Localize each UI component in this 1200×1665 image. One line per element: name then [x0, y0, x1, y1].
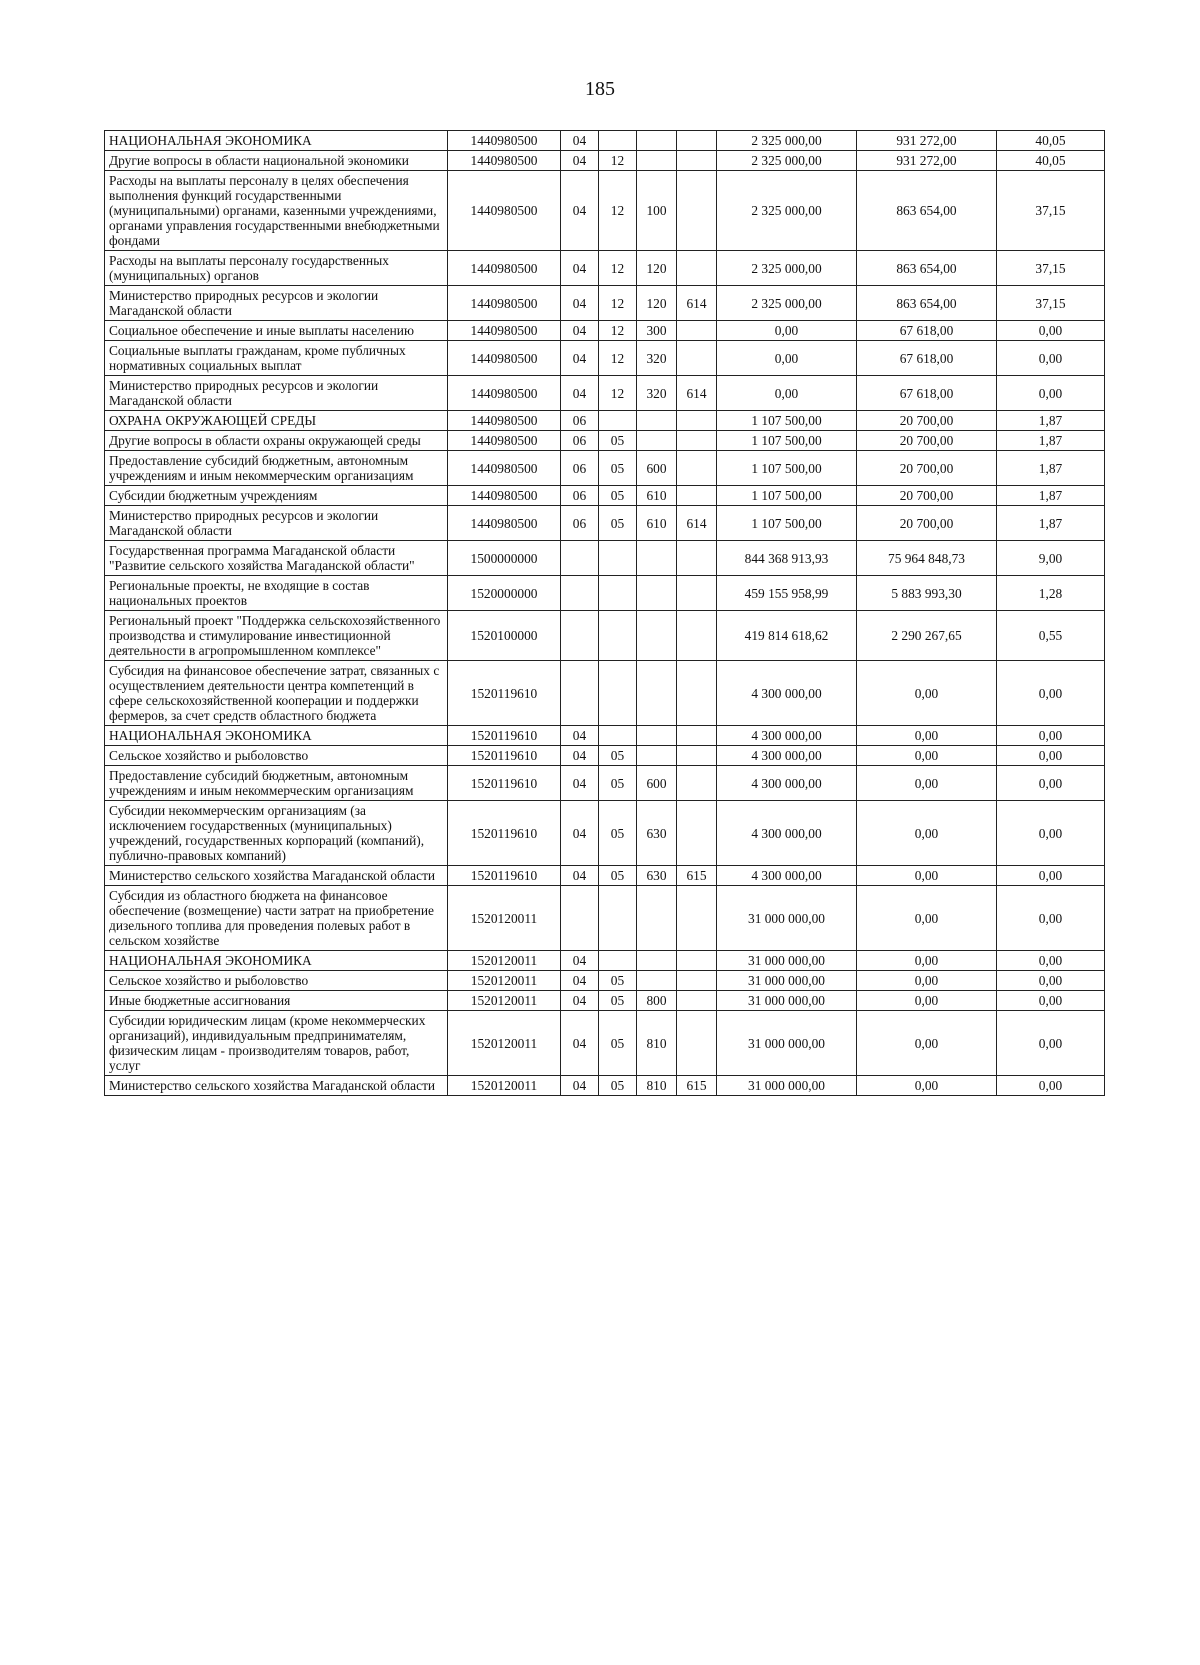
row-subsection-cell: 12 — [599, 321, 637, 341]
row-subsection-cell: 05 — [599, 746, 637, 766]
row-name-cell: Субсидия из областного бюджета на финансовое обеспечение (возмещение) части затрат на приобретение дизельного топлива для проведения полевых работ в сельском хозяйстве — [105, 886, 448, 951]
row-expense-type-cell: 610 — [637, 486, 677, 506]
row-section-cell: 04 — [561, 376, 599, 411]
row-fact-cell: 0,00 — [857, 886, 997, 951]
row-ministry-code-cell — [677, 411, 717, 431]
row-code-cell: 1520120011 — [448, 1076, 561, 1096]
row-code-cell: 1520100000 — [448, 611, 561, 661]
row-plan-cell: 31 000 000,00 — [717, 971, 857, 991]
row-code-cell: 1520119610 — [448, 866, 561, 886]
row-percent-cell: 1,87 — [997, 431, 1105, 451]
row-subsection-cell: 12 — [599, 171, 637, 251]
row-subsection-cell: 05 — [599, 431, 637, 451]
row-subsection-cell: 05 — [599, 971, 637, 991]
row-subsection-cell: 12 — [599, 286, 637, 321]
row-ministry-code-cell — [677, 251, 717, 286]
table-row — [105, 766, 1105, 801]
row-fact-cell: 67 618,00 — [857, 321, 997, 341]
row-section-cell: 04 — [561, 866, 599, 886]
row-name-cell: Министерство природных ресурсов и экологии Магаданской области — [105, 286, 448, 321]
row-expense-type-cell: 800 — [637, 991, 677, 1011]
row-section-cell — [561, 661, 599, 726]
row-ministry-code-cell — [677, 801, 717, 866]
row-percent-cell: 37,15 — [997, 251, 1105, 286]
row-code-cell: 1440980500 — [448, 131, 561, 151]
row-name-cell: Субсидии юридическим лицам (кроме некоммерческих организаций), индивидуальным предпринимателям, физическим лицам - производителям товаров, работ, услуг — [105, 1011, 448, 1076]
row-section-cell — [561, 541, 599, 576]
row-expense-type-cell: 600 — [637, 451, 677, 486]
row-code-cell: 1440980500 — [448, 451, 561, 486]
row-expense-type-cell: 600 — [637, 766, 677, 801]
row-name-cell: Сельское хозяйство и рыболовство — [105, 746, 448, 766]
row-percent-cell: 40,05 — [997, 151, 1105, 171]
row-percent-cell: 0,55 — [997, 611, 1105, 661]
row-plan-cell: 0,00 — [717, 321, 857, 341]
row-ministry-code-cell — [677, 726, 717, 746]
table-row — [105, 886, 1105, 951]
table-row — [105, 576, 1105, 611]
row-name-cell: Расходы на выплаты персоналу в целях обеспечения выполнения функций государственными (муниципальными) органами, казенными учреждениями, органами управления государственными внебюджетными фондами — [105, 171, 448, 251]
page-number: 185 — [585, 78, 615, 100]
row-expense-type-cell — [637, 131, 677, 151]
row-name-cell: Социальное обеспечение и иные выплаты населению — [105, 321, 448, 341]
row-subsection-cell — [599, 611, 637, 661]
table-row — [105, 541, 1105, 576]
row-section-cell: 06 — [561, 431, 599, 451]
row-fact-cell: 931 272,00 — [857, 131, 997, 151]
row-fact-cell: 863 654,00 — [857, 171, 997, 251]
row-subsection-cell: 05 — [599, 1076, 637, 1096]
row-name-cell: Региональные проекты, не входящие в состав национальных проектов — [105, 576, 448, 611]
row-percent-cell: 0,00 — [997, 951, 1105, 971]
row-expense-type-cell: 810 — [637, 1011, 677, 1076]
row-plan-cell: 1 107 500,00 — [717, 486, 857, 506]
row-ministry-code-cell — [677, 1011, 717, 1076]
table-row — [105, 341, 1105, 376]
row-ministry-code-cell — [677, 451, 717, 486]
row-percent-cell: 0,00 — [997, 991, 1105, 1011]
row-code-cell: 1440980500 — [448, 486, 561, 506]
row-fact-cell: 863 654,00 — [857, 251, 997, 286]
row-fact-cell: 75 964 848,73 — [857, 541, 997, 576]
row-name-cell: Министерство природных ресурсов и экологии Магаданской области — [105, 376, 448, 411]
row-code-cell: 1520119610 — [448, 726, 561, 746]
row-ministry-code-cell — [677, 486, 717, 506]
row-expense-type-cell — [637, 151, 677, 171]
budget-rows — [105, 131, 1105, 1096]
table-row — [105, 451, 1105, 486]
row-name-cell: НАЦИОНАЛЬНАЯ ЭКОНОМИКА — [105, 131, 448, 151]
row-name-cell: Государственная программа Магаданской области "Развитие сельского хозяйства Магаданской области" — [105, 541, 448, 576]
row-expense-type-cell — [637, 541, 677, 576]
row-fact-cell: 20 700,00 — [857, 486, 997, 506]
row-code-cell: 1520120011 — [448, 951, 561, 971]
row-code-cell: 1520120011 — [448, 971, 561, 991]
row-code-cell: 1440980500 — [448, 151, 561, 171]
row-name-cell: Субсидии некоммерческим организациям (за исключением государственных (муниципальных) учреждений, государственных корпораций (компаний), публично-правовых компаний) — [105, 801, 448, 866]
table-row — [105, 321, 1105, 341]
row-fact-cell: 0,00 — [857, 1076, 997, 1096]
row-plan-cell: 4 300 000,00 — [717, 801, 857, 866]
row-plan-cell: 4 300 000,00 — [717, 866, 857, 886]
row-section-cell: 06 — [561, 451, 599, 486]
row-ministry-code-cell — [677, 576, 717, 611]
row-expense-type-cell — [637, 726, 677, 746]
row-plan-cell: 1 107 500,00 — [717, 506, 857, 541]
row-ministry-code-cell: 614 — [677, 506, 717, 541]
row-ministry-code-cell — [677, 431, 717, 451]
row-code-cell: 1520120011 — [448, 886, 561, 951]
budget-table — [104, 130, 1105, 1096]
row-section-cell: 04 — [561, 951, 599, 971]
row-expense-type-cell: 630 — [637, 801, 677, 866]
row-percent-cell: 0,00 — [997, 726, 1105, 746]
row-percent-cell: 37,15 — [997, 171, 1105, 251]
row-section-cell: 04 — [561, 341, 599, 376]
row-subsection-cell: 05 — [599, 451, 637, 486]
row-plan-cell: 4 300 000,00 — [717, 766, 857, 801]
table-row — [105, 866, 1105, 886]
row-fact-cell: 931 272,00 — [857, 151, 997, 171]
row-fact-cell: 5 883 993,30 — [857, 576, 997, 611]
row-plan-cell: 459 155 958,99 — [717, 576, 857, 611]
row-code-cell: 1520000000 — [448, 576, 561, 611]
row-percent-cell: 0,00 — [997, 1011, 1105, 1076]
row-name-cell: Субсидия на финансовое обеспечение затрат, связанных с осуществлением деятельности центра компетенций в сфере сельскохозяйственной кооперации и поддержки фермеров, за счет средств областного бюджета — [105, 661, 448, 726]
row-name-cell: Министерство сельского хозяйства Магаданской области — [105, 1076, 448, 1096]
row-ministry-code-cell — [677, 951, 717, 971]
row-fact-cell: 20 700,00 — [857, 451, 997, 486]
row-code-cell: 1520119610 — [448, 766, 561, 801]
table-row — [105, 431, 1105, 451]
row-subsection-cell — [599, 726, 637, 746]
row-plan-cell: 2 325 000,00 — [717, 251, 857, 286]
row-subsection-cell — [599, 951, 637, 971]
row-plan-cell: 4 300 000,00 — [717, 746, 857, 766]
row-subsection-cell: 05 — [599, 766, 637, 801]
row-expense-type-cell — [637, 971, 677, 991]
table-row — [105, 506, 1105, 541]
row-code-cell: 1440980500 — [448, 431, 561, 451]
row-code-cell: 1440980500 — [448, 321, 561, 341]
row-name-cell: НАЦИОНАЛЬНАЯ ЭКОНОМИКА — [105, 951, 448, 971]
row-ministry-code-cell — [677, 321, 717, 341]
table-row — [105, 991, 1105, 1011]
row-fact-cell: 2 290 267,65 — [857, 611, 997, 661]
row-ministry-code-cell: 614 — [677, 376, 717, 411]
row-section-cell: 04 — [561, 1076, 599, 1096]
table-row — [105, 411, 1105, 431]
table-row — [105, 1076, 1105, 1096]
row-subsection-cell — [599, 661, 637, 726]
row-expense-type-cell: 320 — [637, 376, 677, 411]
row-subsection-cell: 12 — [599, 251, 637, 286]
row-section-cell: 04 — [561, 746, 599, 766]
row-fact-cell: 0,00 — [857, 951, 997, 971]
row-name-cell: Предоставление субсидий бюджетным, автономным учреждениям и иным некоммерческим организациям — [105, 766, 448, 801]
row-percent-cell: 0,00 — [997, 886, 1105, 951]
table-row — [105, 131, 1105, 151]
row-ministry-code-cell — [677, 341, 717, 376]
row-expense-type-cell — [637, 411, 677, 431]
row-fact-cell: 863 654,00 — [857, 286, 997, 321]
row-percent-cell: 1,87 — [997, 411, 1105, 431]
row-section-cell: 06 — [561, 411, 599, 431]
row-subsection-cell: 12 — [599, 376, 637, 411]
row-section-cell — [561, 886, 599, 951]
row-section-cell: 04 — [561, 801, 599, 866]
row-fact-cell: 20 700,00 — [857, 431, 997, 451]
row-percent-cell: 0,00 — [997, 321, 1105, 341]
row-ministry-code-cell — [677, 766, 717, 801]
row-code-cell: 1520119610 — [448, 661, 561, 726]
row-fact-cell: 67 618,00 — [857, 376, 997, 411]
row-ministry-code-cell — [677, 971, 717, 991]
row-fact-cell: 0,00 — [857, 866, 997, 886]
row-ministry-code-cell — [677, 991, 717, 1011]
row-ministry-code-cell — [677, 151, 717, 171]
row-expense-type-cell: 300 — [637, 321, 677, 341]
row-plan-cell: 2 325 000,00 — [717, 131, 857, 151]
table-row — [105, 286, 1105, 321]
row-ministry-code-cell: 615 — [677, 866, 717, 886]
row-name-cell: НАЦИОНАЛЬНАЯ ЭКОНОМИКА — [105, 726, 448, 746]
row-ministry-code-cell — [677, 541, 717, 576]
row-subsection-cell — [599, 541, 637, 576]
row-section-cell: 04 — [561, 151, 599, 171]
row-percent-cell: 0,00 — [997, 866, 1105, 886]
row-plan-cell: 0,00 — [717, 341, 857, 376]
row-subsection-cell — [599, 886, 637, 951]
row-expense-type-cell: 630 — [637, 866, 677, 886]
row-percent-cell: 1,87 — [997, 486, 1105, 506]
row-percent-cell: 0,00 — [997, 376, 1105, 411]
row-plan-cell: 1 107 500,00 — [717, 431, 857, 451]
row-fact-cell: 0,00 — [857, 766, 997, 801]
row-name-cell: Министерство сельского хозяйства Магаданской области — [105, 866, 448, 886]
table-row — [105, 486, 1105, 506]
row-section-cell: 04 — [561, 171, 599, 251]
row-section-cell: 04 — [561, 251, 599, 286]
row-percent-cell: 0,00 — [997, 1076, 1105, 1096]
row-percent-cell: 40,05 — [997, 131, 1105, 151]
row-plan-cell: 2 325 000,00 — [717, 171, 857, 251]
row-fact-cell: 0,00 — [857, 1011, 997, 1076]
row-percent-cell: 1,87 — [997, 451, 1105, 486]
row-percent-cell: 1,28 — [997, 576, 1105, 611]
table-row — [105, 611, 1105, 661]
row-expense-type-cell — [637, 661, 677, 726]
row-code-cell: 1440980500 — [448, 171, 561, 251]
row-plan-cell: 31 000 000,00 — [717, 886, 857, 951]
table-row — [105, 1011, 1105, 1076]
row-code-cell: 1440980500 — [448, 251, 561, 286]
row-ministry-code-cell — [677, 886, 717, 951]
row-section-cell — [561, 611, 599, 661]
row-name-cell: Региональный проект "Поддержка сельскохозяйственного производства и стимулирование инвестиционной деятельности в агропромышленном комплексе" — [105, 611, 448, 661]
row-expense-type-cell — [637, 431, 677, 451]
row-name-cell: Социальные выплаты гражданам, кроме публичных нормативных социальных выплат — [105, 341, 448, 376]
table-row — [105, 251, 1105, 286]
table-row — [105, 376, 1105, 411]
table-row — [105, 746, 1105, 766]
row-plan-cell: 31 000 000,00 — [717, 951, 857, 971]
row-plan-cell: 31 000 000,00 — [717, 1076, 857, 1096]
row-subsection-cell: 12 — [599, 341, 637, 376]
row-section-cell: 04 — [561, 131, 599, 151]
row-plan-cell: 1 107 500,00 — [717, 451, 857, 486]
row-name-cell: Другие вопросы в области национальной экономики — [105, 151, 448, 171]
row-code-cell: 1440980500 — [448, 506, 561, 541]
table-row — [105, 171, 1105, 251]
row-plan-cell: 419 814 618,62 — [717, 611, 857, 661]
row-name-cell: Предоставление субсидий бюджетным, автономным учреждениям и иным некоммерческим организациям — [105, 451, 448, 486]
table-row — [105, 971, 1105, 991]
row-name-cell: ОХРАНА ОКРУЖАЮЩЕЙ СРЕДЫ — [105, 411, 448, 431]
row-ministry-code-cell — [677, 611, 717, 661]
row-percent-cell: 9,00 — [997, 541, 1105, 576]
row-fact-cell: 67 618,00 — [857, 341, 997, 376]
row-expense-type-cell — [637, 886, 677, 951]
row-code-cell: 1440980500 — [448, 376, 561, 411]
row-subsection-cell — [599, 131, 637, 151]
row-ministry-code-cell — [677, 746, 717, 766]
row-plan-cell: 31 000 000,00 — [717, 1011, 857, 1076]
row-percent-cell: 0,00 — [997, 746, 1105, 766]
row-percent-cell: 0,00 — [997, 766, 1105, 801]
row-section-cell: 04 — [561, 991, 599, 1011]
row-percent-cell: 0,00 — [997, 341, 1105, 376]
row-subsection-cell: 05 — [599, 486, 637, 506]
row-code-cell: 1520120011 — [448, 991, 561, 1011]
row-ministry-code-cell — [677, 131, 717, 151]
row-expense-type-cell — [637, 951, 677, 971]
row-subsection-cell: 05 — [599, 866, 637, 886]
row-ministry-code-cell: 614 — [677, 286, 717, 321]
row-plan-cell: 4 300 000,00 — [717, 726, 857, 746]
row-subsection-cell: 05 — [599, 506, 637, 541]
row-expense-type-cell: 610 — [637, 506, 677, 541]
row-name-cell: Субсидии бюджетным учреждениям — [105, 486, 448, 506]
table-row — [105, 801, 1105, 866]
row-subsection-cell — [599, 411, 637, 431]
row-expense-type-cell: 320 — [637, 341, 677, 376]
row-name-cell: Министерство природных ресурсов и экологии Магаданской области — [105, 506, 448, 541]
row-code-cell: 1520119610 — [448, 801, 561, 866]
row-plan-cell: 31 000 000,00 — [717, 991, 857, 1011]
row-fact-cell: 0,00 — [857, 726, 997, 746]
row-fact-cell: 0,00 — [857, 971, 997, 991]
row-name-cell: Иные бюджетные ассигнования — [105, 991, 448, 1011]
row-plan-cell: 2 325 000,00 — [717, 151, 857, 171]
row-subsection-cell: 05 — [599, 1011, 637, 1076]
row-expense-type-cell: 810 — [637, 1076, 677, 1096]
row-section-cell: 04 — [561, 971, 599, 991]
row-section-cell: 06 — [561, 506, 599, 541]
row-section-cell: 06 — [561, 486, 599, 506]
row-code-cell: 1520120011 — [448, 1011, 561, 1076]
row-expense-type-cell: 100 — [637, 171, 677, 251]
row-fact-cell: 0,00 — [857, 991, 997, 1011]
row-code-cell: 1500000000 — [448, 541, 561, 576]
row-name-cell: Сельское хозяйство и рыболовство — [105, 971, 448, 991]
table-row — [105, 726, 1105, 746]
row-name-cell: Другие вопросы в области охраны окружающей среды — [105, 431, 448, 451]
row-ministry-code-cell: 615 — [677, 1076, 717, 1096]
row-subsection-cell: 05 — [599, 991, 637, 1011]
row-code-cell: 1440980500 — [448, 286, 561, 321]
row-plan-cell: 0,00 — [717, 376, 857, 411]
row-ministry-code-cell — [677, 171, 717, 251]
row-section-cell — [561, 576, 599, 611]
row-fact-cell: 0,00 — [857, 801, 997, 866]
row-expense-type-cell — [637, 746, 677, 766]
row-section-cell: 04 — [561, 321, 599, 341]
row-expense-type-cell: 120 — [637, 251, 677, 286]
row-expense-type-cell — [637, 576, 677, 611]
row-ministry-code-cell — [677, 661, 717, 726]
row-expense-type-cell: 120 — [637, 286, 677, 321]
row-fact-cell: 20 700,00 — [857, 506, 997, 541]
row-section-cell: 04 — [561, 1011, 599, 1076]
table-row — [105, 661, 1105, 726]
row-fact-cell: 20 700,00 — [857, 411, 997, 431]
row-subsection-cell: 05 — [599, 801, 637, 866]
row-section-cell: 04 — [561, 286, 599, 321]
row-percent-cell: 37,15 — [997, 286, 1105, 321]
row-plan-cell: 1 107 500,00 — [717, 411, 857, 431]
row-section-cell: 04 — [561, 726, 599, 746]
row-percent-cell: 0,00 — [997, 661, 1105, 726]
row-plan-cell: 4 300 000,00 — [717, 661, 857, 726]
row-code-cell: 1440980500 — [448, 341, 561, 376]
row-code-cell: 1440980500 — [448, 411, 561, 431]
row-plan-cell: 844 368 913,93 — [717, 541, 857, 576]
row-percent-cell: 0,00 — [997, 971, 1105, 991]
row-subsection-cell: 12 — [599, 151, 637, 171]
row-percent-cell: 1,87 — [997, 506, 1105, 541]
row-plan-cell: 2 325 000,00 — [717, 286, 857, 321]
row-section-cell: 04 — [561, 766, 599, 801]
row-code-cell: 1520119610 — [448, 746, 561, 766]
row-subsection-cell — [599, 576, 637, 611]
table-row — [105, 951, 1105, 971]
table-row — [105, 151, 1105, 171]
row-percent-cell: 0,00 — [997, 801, 1105, 866]
row-expense-type-cell — [637, 611, 677, 661]
row-fact-cell: 0,00 — [857, 746, 997, 766]
row-name-cell: Расходы на выплаты персоналу государственных (муниципальных) органов — [105, 251, 448, 286]
row-fact-cell: 0,00 — [857, 661, 997, 726]
